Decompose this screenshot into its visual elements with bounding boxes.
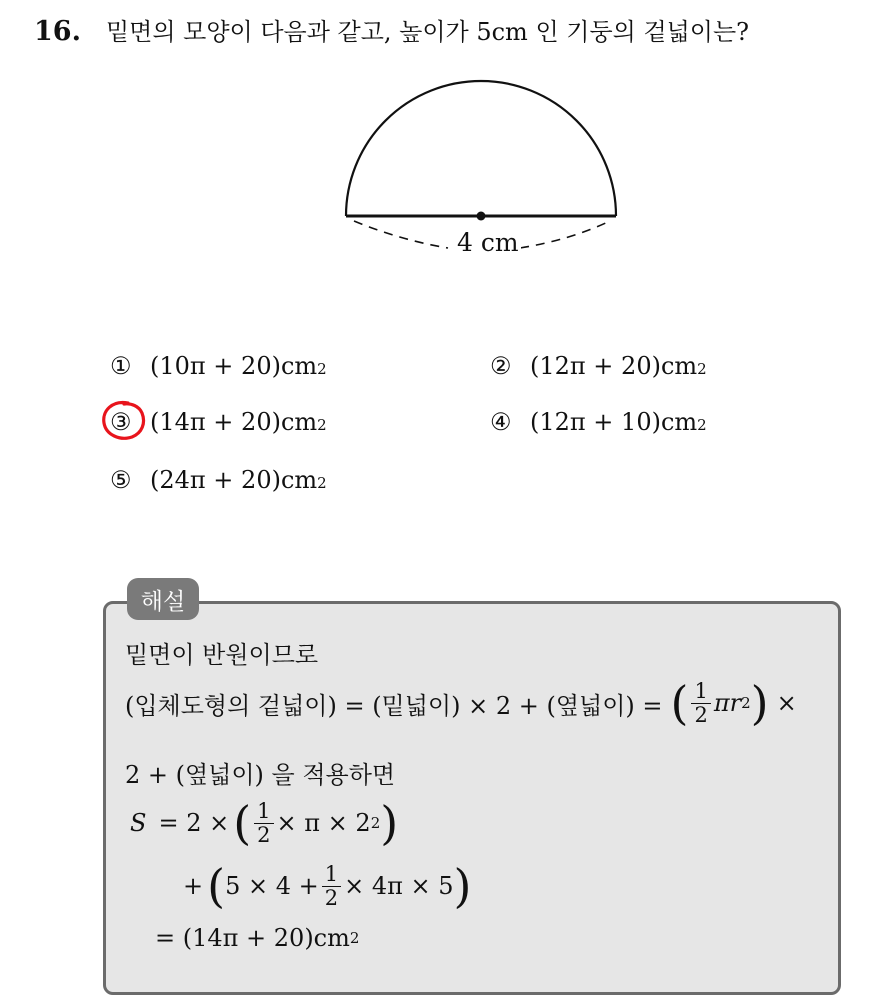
option-mark: ② (490, 352, 512, 380)
fraction-numerator: 1 (691, 680, 710, 703)
question-text: 밑면의 모양이 다음과 같고, 높이가 5cm 인 기둥의 겉넓이는? (106, 18, 750, 46)
close-paren: ) (453, 859, 472, 913)
option-2[interactable] (490, 352, 707, 380)
solution-line-2 (125, 676, 797, 730)
solution-text: 5 × 4 + (225, 872, 319, 900)
solution-text: = (14π + 20)cm (155, 924, 350, 952)
option-mark: ① (110, 352, 132, 380)
solution-text: × 4π × 5 (344, 872, 454, 900)
option-mark: ⑤ (110, 466, 132, 494)
open-paren: ( (233, 796, 252, 850)
solution-sup: 2 (741, 694, 751, 712)
fraction-denominator: 2 (694, 702, 708, 727)
option-expr: (12π + 10)cm (530, 408, 698, 436)
solution-sup: 2 (370, 814, 381, 832)
option-sup: 2 (697, 360, 707, 378)
close-paren: ) (380, 796, 399, 850)
option-5[interactable] (110, 466, 327, 494)
diameter-label: 4 cm (457, 228, 519, 257)
fraction-denominator: 2 (257, 822, 271, 847)
solution-line-6 (155, 924, 359, 952)
fraction-numerator: 1 (322, 863, 341, 886)
option-expr: (12π + 20)cm (530, 352, 698, 380)
option-sup: 2 (317, 416, 327, 434)
option-sup: 2 (317, 474, 327, 492)
open-paren: ( (670, 676, 689, 730)
solution-tag: 해설 (127, 578, 199, 620)
question-number: 16. (34, 16, 81, 47)
option-mark: ③ (110, 408, 132, 436)
solution-text: × (776, 689, 797, 717)
solution-text: × π × 2 (276, 809, 371, 837)
solution-text: = 2 × (158, 809, 230, 837)
solution-line-1 (125, 635, 318, 670)
solution-text: 2 + (옆넓이) 을 적용하면 (125, 761, 396, 789)
close-paren: ) (750, 676, 769, 730)
option-sup: 2 (697, 416, 707, 434)
answer-circle-mark (98, 397, 150, 445)
option-mark: ④ (490, 408, 512, 436)
solution-text: πr (713, 689, 742, 717)
solution-line-4 (130, 796, 399, 850)
fraction-denominator: 2 (324, 885, 339, 910)
fraction (322, 863, 341, 908)
fraction (691, 680, 710, 725)
option-4[interactable] (490, 408, 707, 436)
option-expr: (24π + 20)cm (150, 466, 318, 494)
fraction (254, 800, 273, 845)
solution-line-5 (183, 859, 472, 913)
option-sup: 2 (317, 360, 327, 378)
option-1[interactable] (110, 352, 327, 380)
solution-line-3 (125, 755, 395, 790)
solution-var: S (130, 809, 147, 837)
option-expr: (14π + 20)cm (150, 408, 318, 436)
solution-sup: 2 (349, 929, 360, 947)
solution-text: (입체도형의 겉넓이) = (밑넓이) × 2 + (옆넓이) = (125, 691, 663, 720)
solution-text: + (183, 872, 204, 900)
option-expr: (10π + 20)cm (150, 352, 318, 380)
solution-text: 밑면이 반원이므로 (125, 641, 319, 669)
fraction-numerator: 1 (254, 800, 273, 823)
open-paren: ( (207, 859, 226, 913)
